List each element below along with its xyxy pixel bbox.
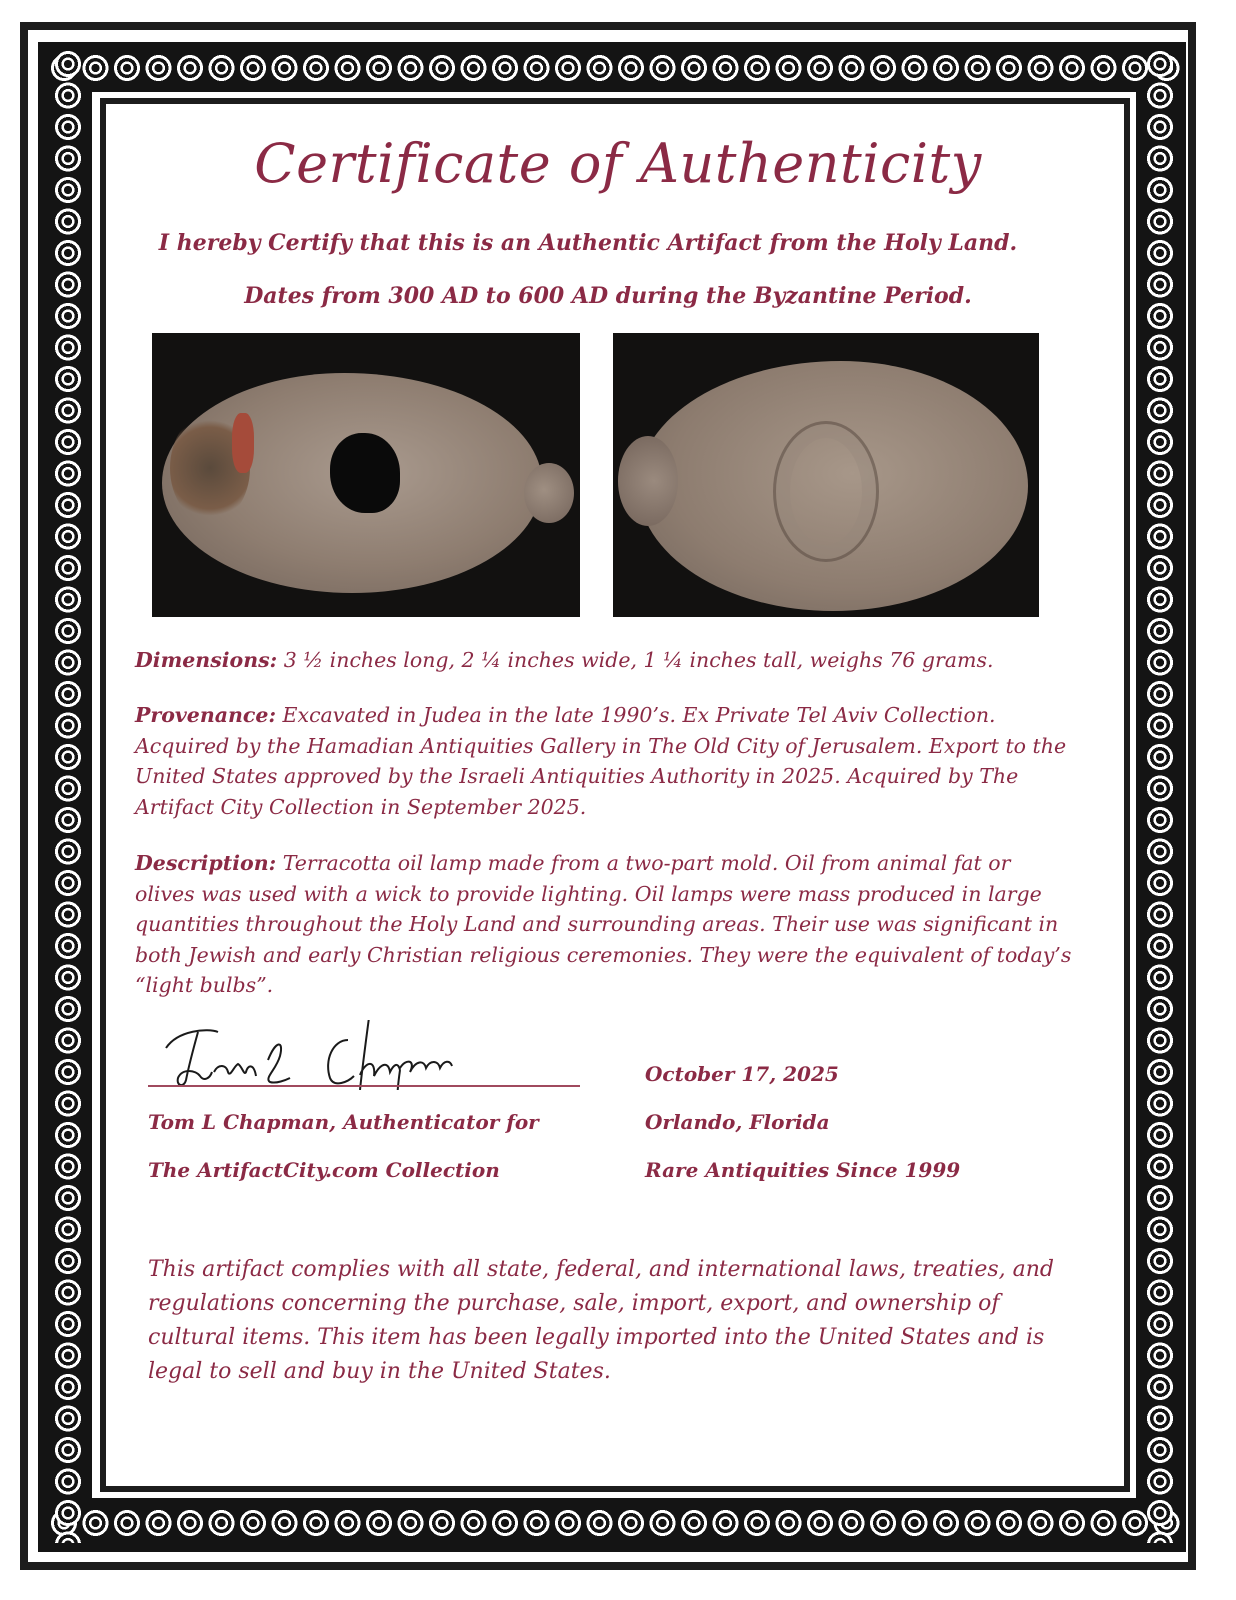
dimensions-label: Dimensions: [135, 648, 278, 672]
dating-statement: Dates from 300 AD to 600 AD during the Byzantine Period. [244, 283, 972, 309]
description-paragraph [135, 848, 1075, 1001]
ring-pattern-left [48, 48, 88, 1543]
ring-pattern-right [1140, 48, 1180, 1543]
description-text: Terracotta oil lamp made from a two-part mold. Oil from animal fat or olives was used with a wick to provide lighting. Oil lamps were mass produced in large quantities throughout the Holy Land and surrounding areas. Their use was significant in both Jewish and early Christian religious ceremonies. They were the equivalent of today’s “light bulbs”. [135, 851, 1072, 997]
issue-date: October 17, 2025 [645, 1062, 839, 1086]
signature-line [148, 1085, 580, 1087]
dimensions-paragraph [135, 645, 1075, 676]
certification-statement: I hereby Certify that this is an Authentic Artifact from the Holy Land. [158, 230, 1018, 256]
authenticator-name: Tom L Chapman, Authenticator for [148, 1110, 539, 1134]
provenance-text: Excavated in Judea in the late 1990’s. Ex Private Tel Aviv Collection. Acquired by the Hamadian Antiquities Gallery in The Old City of Jerusalem. Export to the United States approved by the Israeli Antiquities Authority in 2025. Acquired by The Artifact City Collection in September 2025. [135, 703, 1067, 819]
artifact-photo-bottom-view [613, 333, 1039, 617]
ring-pattern-top [48, 48, 1180, 88]
company-tagline: Rare Antiquities Since 1999 [645, 1158, 961, 1182]
description-label: Description: [135, 851, 277, 875]
dimensions-text: 3 ½ inches long, 2 ¼ inches wide, 1 ¼ inches tall, weighs 76 grams. [277, 648, 994, 672]
ring-pattern-bottom [48, 1503, 1180, 1543]
oil-lamp-bottom-image [638, 361, 1028, 611]
oil-lamp-top-image [162, 373, 542, 593]
issue-location: Orlando, Florida [645, 1110, 830, 1134]
handwritten-signature [148, 1020, 578, 1090]
collection-name: The ArtifactCity.com Collection [148, 1158, 500, 1182]
artifact-photo-top-view [152, 333, 580, 617]
provenance-paragraph [135, 700, 1075, 822]
legal-compliance-notice: This artifact complies with all state, federal, and international laws, treaties, and regulations concerning the purchase, sale, import, export, and ownership of cultural items. This item has been legally imported into the United States and is legal to sell and buy in the United States. [148, 1257, 1054, 1384]
provenance-label: Provenance: [135, 703, 277, 727]
certificate-title: Certificate of Authenticity [254, 132, 982, 195]
